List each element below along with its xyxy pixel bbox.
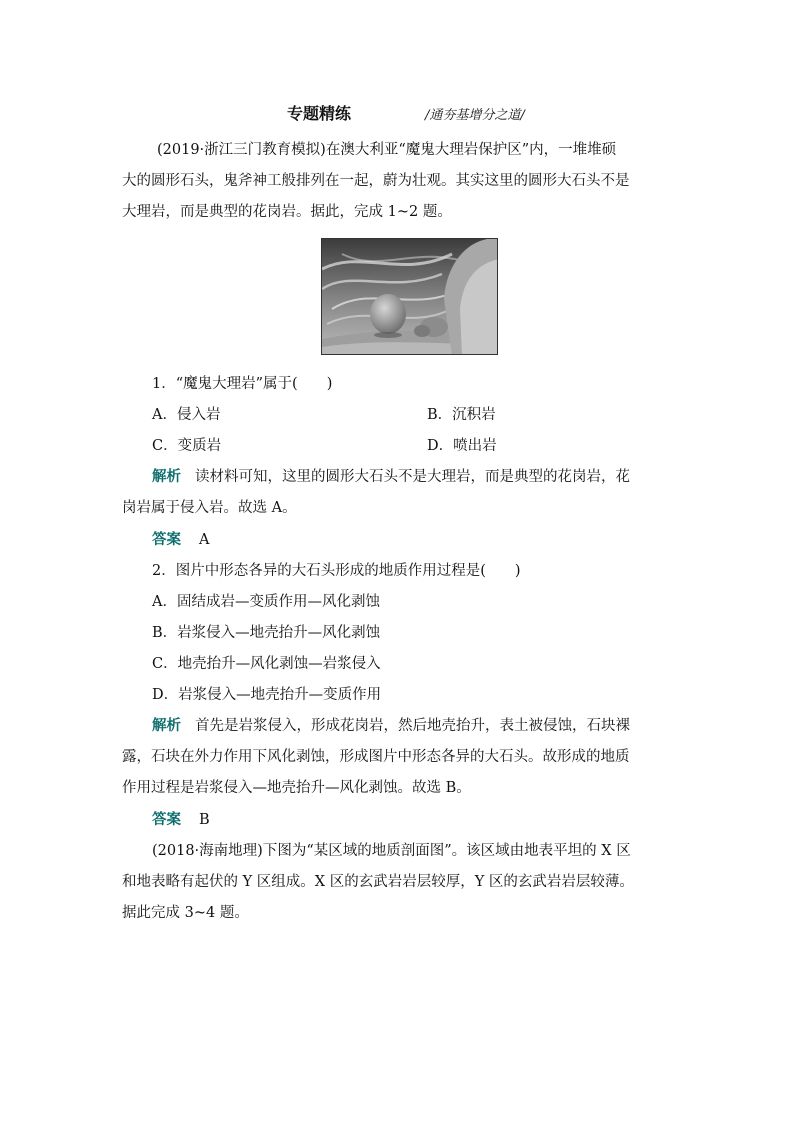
q2-analysis-line1: 首先是岩浆侵入，形成花岗岩，然后地壳抬升，表土被侵蚀，石块裸 [195, 718, 630, 734]
q1-analysis-label: 解析 [152, 468, 181, 485]
q1-analysis-line1: 读材料可知，这里的圆形大石头不是大理岩，而是典型的花岗岩，花 [195, 469, 630, 485]
q1-analysis-row [152, 467, 630, 487]
intro1-line2: 大的圆形石头，鬼斧神工般排列在一起，蔚为壮观。其实这里的圆形大石头不是 [122, 173, 630, 189]
q2-analysis-line2: 露，石块在外力作用下风化剥蚀，形成图片中形态各异的大石头。故形成的地质 [122, 749, 630, 765]
intro1-line1: (2019·浙江三门教育模拟)在澳大利亚“魔鬼大理岩保护区”内，一堆堆硕 [157, 142, 617, 158]
q2-answer-row [152, 810, 210, 830]
intro1-line3: 大理岩，而是典型的花岗岩。据此，完成 1~2 题。 [122, 204, 452, 220]
intro2-line3: 据此完成 3~4 题。 [122, 905, 249, 921]
intro2-line2: 和地表略有起伏的 Y 区组成。X 区的玄武岩岩层较厚，Y 区的玄武岩岩层较薄。 [122, 874, 634, 890]
granite-boulder-photo [321, 238, 498, 355]
q1-answer-label: 答案 [152, 531, 181, 548]
q1-option-a: A．侵入岩 [152, 407, 221, 423]
q2-answer-label: 答案 [152, 811, 181, 828]
q2-option-b: B．岩浆侵入—地壳抬升—风化剥蚀 [152, 625, 381, 641]
q2-analysis-label: 解析 [152, 717, 181, 734]
page-title: 专题精练 [287, 104, 352, 123]
q2-analysis-line3: 作用过程是岩浆侵入—地壳抬升—风化剥蚀。故选 B。 [122, 780, 471, 796]
q1-answer-row [152, 530, 209, 550]
q2-option-d: D．岩浆侵入—地壳抬升—变质作用 [152, 687, 382, 703]
q1-analysis-line2: 岗岩属于侵入岩。故选 A。 [122, 500, 297, 516]
q1-option-b: B．沉积岩 [427, 407, 496, 423]
page-subtitle: /通夯基增分之道/ [425, 108, 525, 123]
q1-option-d: D．喷出岩 [427, 438, 497, 454]
q2-answer: B [199, 812, 210, 828]
q1-answer: A [199, 532, 210, 548]
q2-analysis-row [152, 716, 630, 736]
q2-option-a: A．固结成岩—变质作用—风化剥蚀 [152, 594, 380, 610]
q1-stem: 1．“魔鬼大理岩”属于( ) [152, 376, 333, 392]
intro2-line1: (2018·海南地理)下图为“某区域的地质剖面图”。该区域由地表平坦的 X 区 [152, 843, 631, 859]
q2-stem: 2．图片中形态各异的大石头形成的地质作用过程是( ) [152, 563, 521, 579]
boulder-photo-drawing [322, 239, 498, 355]
q2-option-c: C．地壳抬升—风化剥蚀—岩浆侵入 [152, 656, 381, 672]
q1-option-c: C．变质岩 [152, 438, 222, 454]
